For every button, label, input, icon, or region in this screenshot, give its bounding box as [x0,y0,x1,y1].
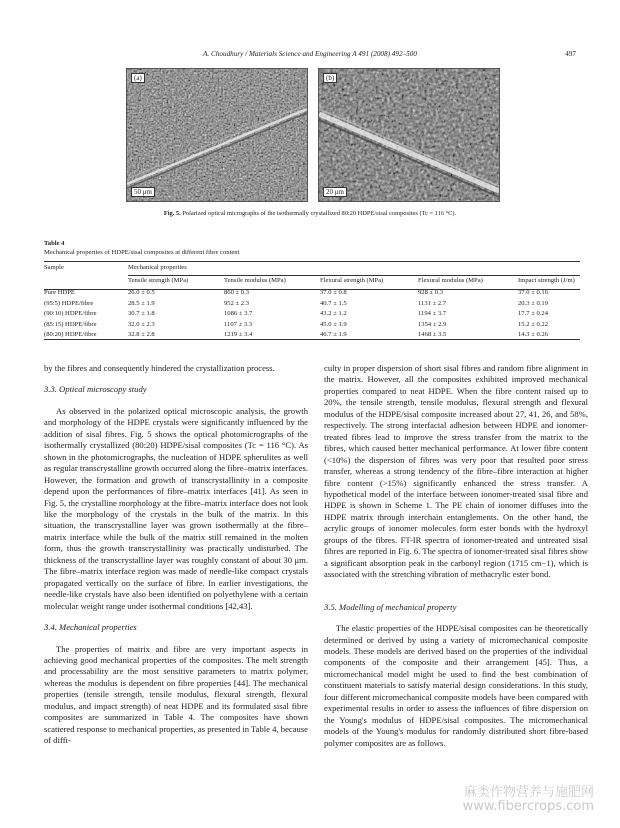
watermark-line-1: 麻类作物营养与施肥网 [463,785,594,800]
table-top-rule [44,261,580,262]
table-cell: 17.7 ± 0.24 [518,310,548,318]
sample-header: Sample [44,264,64,271]
page-number: 497 [565,50,576,58]
table-cell: 952 ± 2.3 [224,299,250,307]
table-cell: (80:20) HDPE/fibre [44,331,97,339]
table-cell: 26.0 ± 0.5 [128,289,155,297]
column-header: Flexural modulus (MPa) [418,276,483,284]
table-cell: 15.2 ± 0.22 [518,320,548,328]
table-cell: (95:5) HDPE/fibre [44,299,94,307]
watermark [463,786,594,814]
paragraph: culty in proper dispersion of short sisal fibres and random fibre alignment in the matrix. However, all the composites exhibited improved mechanical properties compared to neat HDPE. When the fibre content raised up to 20%, the tensile strength, tensile modulus, flexural strength and flexural modulus of the HDPE/sisal composite increased about 27, 41, 26, and 58%, respectively. The strong interfacial adhesion between HDPE and ionomer-treated fibres lead to improve the stress transfer from the matrix to the fibres, which caused better mechanical performance. At lower fibre content (<10%) the dispersion of fibres was very poor that resulted poor stress transfer, whereas a strong tendency of the fibre–fibre interaction at higher fibre content (>15%) significantly enhanced the stress transfer. A hypothetical model of the interface between ionomer-treated sisal fibre and HDPE is shown in Scheme 1. The PE chain of ionomer diffuses into the HDPE matrix through interchain entanglements. On the other hand, the acrylic groups of ionomer molecules form ester bonds with the hydroxyl groups of the fibres. FT-IR spectra of ionomer-treated and untreated sisal fibres are reported in Fig. 6. The spectra of ionomer-treated sisal fibres show a significant absorption peak in the carbonyl region (1715 cm−1), which is associated with the stretching vibration of methacrylic ester bond. [324,363,588,580]
column-header: Flexural strength (MPa) [320,276,384,284]
table-cell: 1107 ± 3.3 [224,320,253,328]
section-heading-3-4: 3.4. Mechanical properties [44,622,137,633]
table-cell: 1219 ± 3.4 [224,331,253,339]
table-row [44,330,580,340]
table-cell: 32.0 ± 2.3 [128,320,155,328]
table-row [44,299,580,309]
table-cell: (85:15) HDPE/fibre [44,320,97,328]
micrograph-panel-b [318,68,500,202]
table-cell: 1354 ± 2.9 [418,320,447,328]
table-row [44,288,580,298]
table-cell: 928 ± 0.3 [418,289,444,297]
figure-caption-text: Polarized optical micrographs of the isothermally crystallized 80:20 HDPE/sisal composites (Tc = 116 °C). [182,210,457,217]
panel-a-label: (a) [131,73,145,83]
section-heading-3-3: 3.3. Optical microscopy study [44,384,147,395]
table-cell: 1194 ± 3.7 [418,310,447,318]
watermark-line-2: www.fibercrops.com [462,799,594,814]
table-cell: Pure HDPE [44,289,75,297]
paragraph: by the fibres and consequently hindered the crystallization process. [44,363,275,373]
column-header: Impact strength (J/m) [518,276,575,284]
table-cell: 37.0 ± 0.16 [518,289,548,297]
table-cell: 37.0 ± 0.8 [320,289,347,297]
header-citation: A. Choudhury / Materials Science and Engineering A 491 (2008) 492–500 [203,50,417,58]
micrograph-panel-a [126,68,308,202]
paragraph: The elastic properties of the HDPE/sisal composites can be theoretically determined or derived by using a variety of micromechanical composite models. These models are derived based on the properties of the individual components of the composite and their arrangement [45]. Thus, a micromechanical model might be used to find the best combination of constituent materials to satisfy material design considerations. In this study, four different micromechanical composite models have been compared with experimental results in order to assess the influences of fibre dispersion on the Young's modulus of HDPE/sisal composites. The micromechanical models of the Young's modulus for randomly distributed short fibre-based polymer composites are as follows. [324,623,588,748]
table-row [44,309,580,319]
table-cell: 32.8 ± 2.8 [128,331,155,339]
right-column [324,363,588,749]
table-cell: 40.7 ± 1.5 [320,299,347,307]
table-cell: 1086 ± 3.7 [224,310,253,318]
table-title: Mechanical properties of HDPE/sisal composites at different fibre content [44,248,240,256]
table-column-header-row [44,273,580,288]
group-header: Mechanical properties [128,264,187,271]
table-cell: 30.7 ± 1.8 [128,310,155,318]
table-cell: 28.5 ± 1.9 [128,299,155,307]
figure-label: Fig. 5. [163,210,181,217]
table-heading [44,240,239,257]
panel-b-label: (b) [323,73,337,83]
micrograph-b-image [319,69,499,201]
table-label: Table 4 [44,240,65,247]
table-cell: 860 ± 0.3 [224,289,250,297]
table-cell: 20.3 ± 0.19 [518,299,548,307]
table-cell: 1468 ± 3.5 [418,331,447,339]
table-group-header-row [44,263,580,273]
table-cell: 43.2 ± 1.2 [320,310,347,318]
scale-bar-a: 50 μm [131,187,155,197]
micrograph-a-image [127,69,307,201]
table-cell: 46.7 ± 1.9 [320,331,347,339]
paragraph: The properties of matrix and fibre are very important aspects in achieving good mechanical properties of the composites. The melt strength and processability are the most sensitive parameters to matrix polymer, whereas the modulus is dependent on fibre properties [44]. The mechanical properties (tensile strength, tensile modulus, flexural strength, flexural modulus, and impact strength) of neat HDPE and its formulated sisal fibre composites are summarized in Table 4. The composites have shown scattered response to mechanical properties, as presented in Table 4, because of diffi- [44,643,308,746]
column-header: Tensile modulus (MPa) [224,276,286,284]
column-header: Tensile strength (MPa) [128,276,189,284]
table-row [44,320,580,330]
mechanical-properties-table [44,263,580,340]
table-cell: 1131 ± 2.7 [418,299,447,307]
table-cell: (90:10) HDPE/fibre [44,310,97,318]
table-cell: 45.0 ± 1.9 [320,320,347,328]
scale-bar-b: 20 μm [323,187,347,197]
left-column [44,363,308,747]
table-cell: 14.3 ± 0.26 [518,331,548,339]
paragraph: As observed in the polarized optical microscopic analysis, the growth and morphology of the HDPE crystals were significantly influenced by the addition of sisal fibres. Fig. 5 shows the optical photomicrographs of the isothermally crystallized (80:20) HDPE/sisal composites (Tc = 116 °C). As shown in the photomicrographs, the nucleation of HDPE spherulites as well as regular transcrystalline growth occurred along the fibre–matrix interfaces. However, the formation and growth of transcrystallinity in a composite depend upon the performances of fibre–matrix interfaces [41]. As seen in Fig. 5, the crystalline morphology at the fibre–matrix interface does not look like the morphology of the crystals in the bulk of the matrix. In this situation, the transcrystalline layer was grown isothermally at the fibre–matrix interface while the bulk of the matrix still remained in the molten form, thus the growth transcrystallinity was practically undisturbed. The thickness of the transcrystalline layer was roughly constant of about 30 μm. The fibre–matrix interface region was made of needle-like compact crystals propagated vertically on the surface of fibre. In earlier investigations, the needle-like crystals have also been identified on polyethylene with a certain molecular weight range under isothermal conditions [42,43]. [44,405,308,611]
section-heading-3-5: 3.5. Modelling of mechanical property [324,601,457,612]
figure-caption [0,210,620,217]
